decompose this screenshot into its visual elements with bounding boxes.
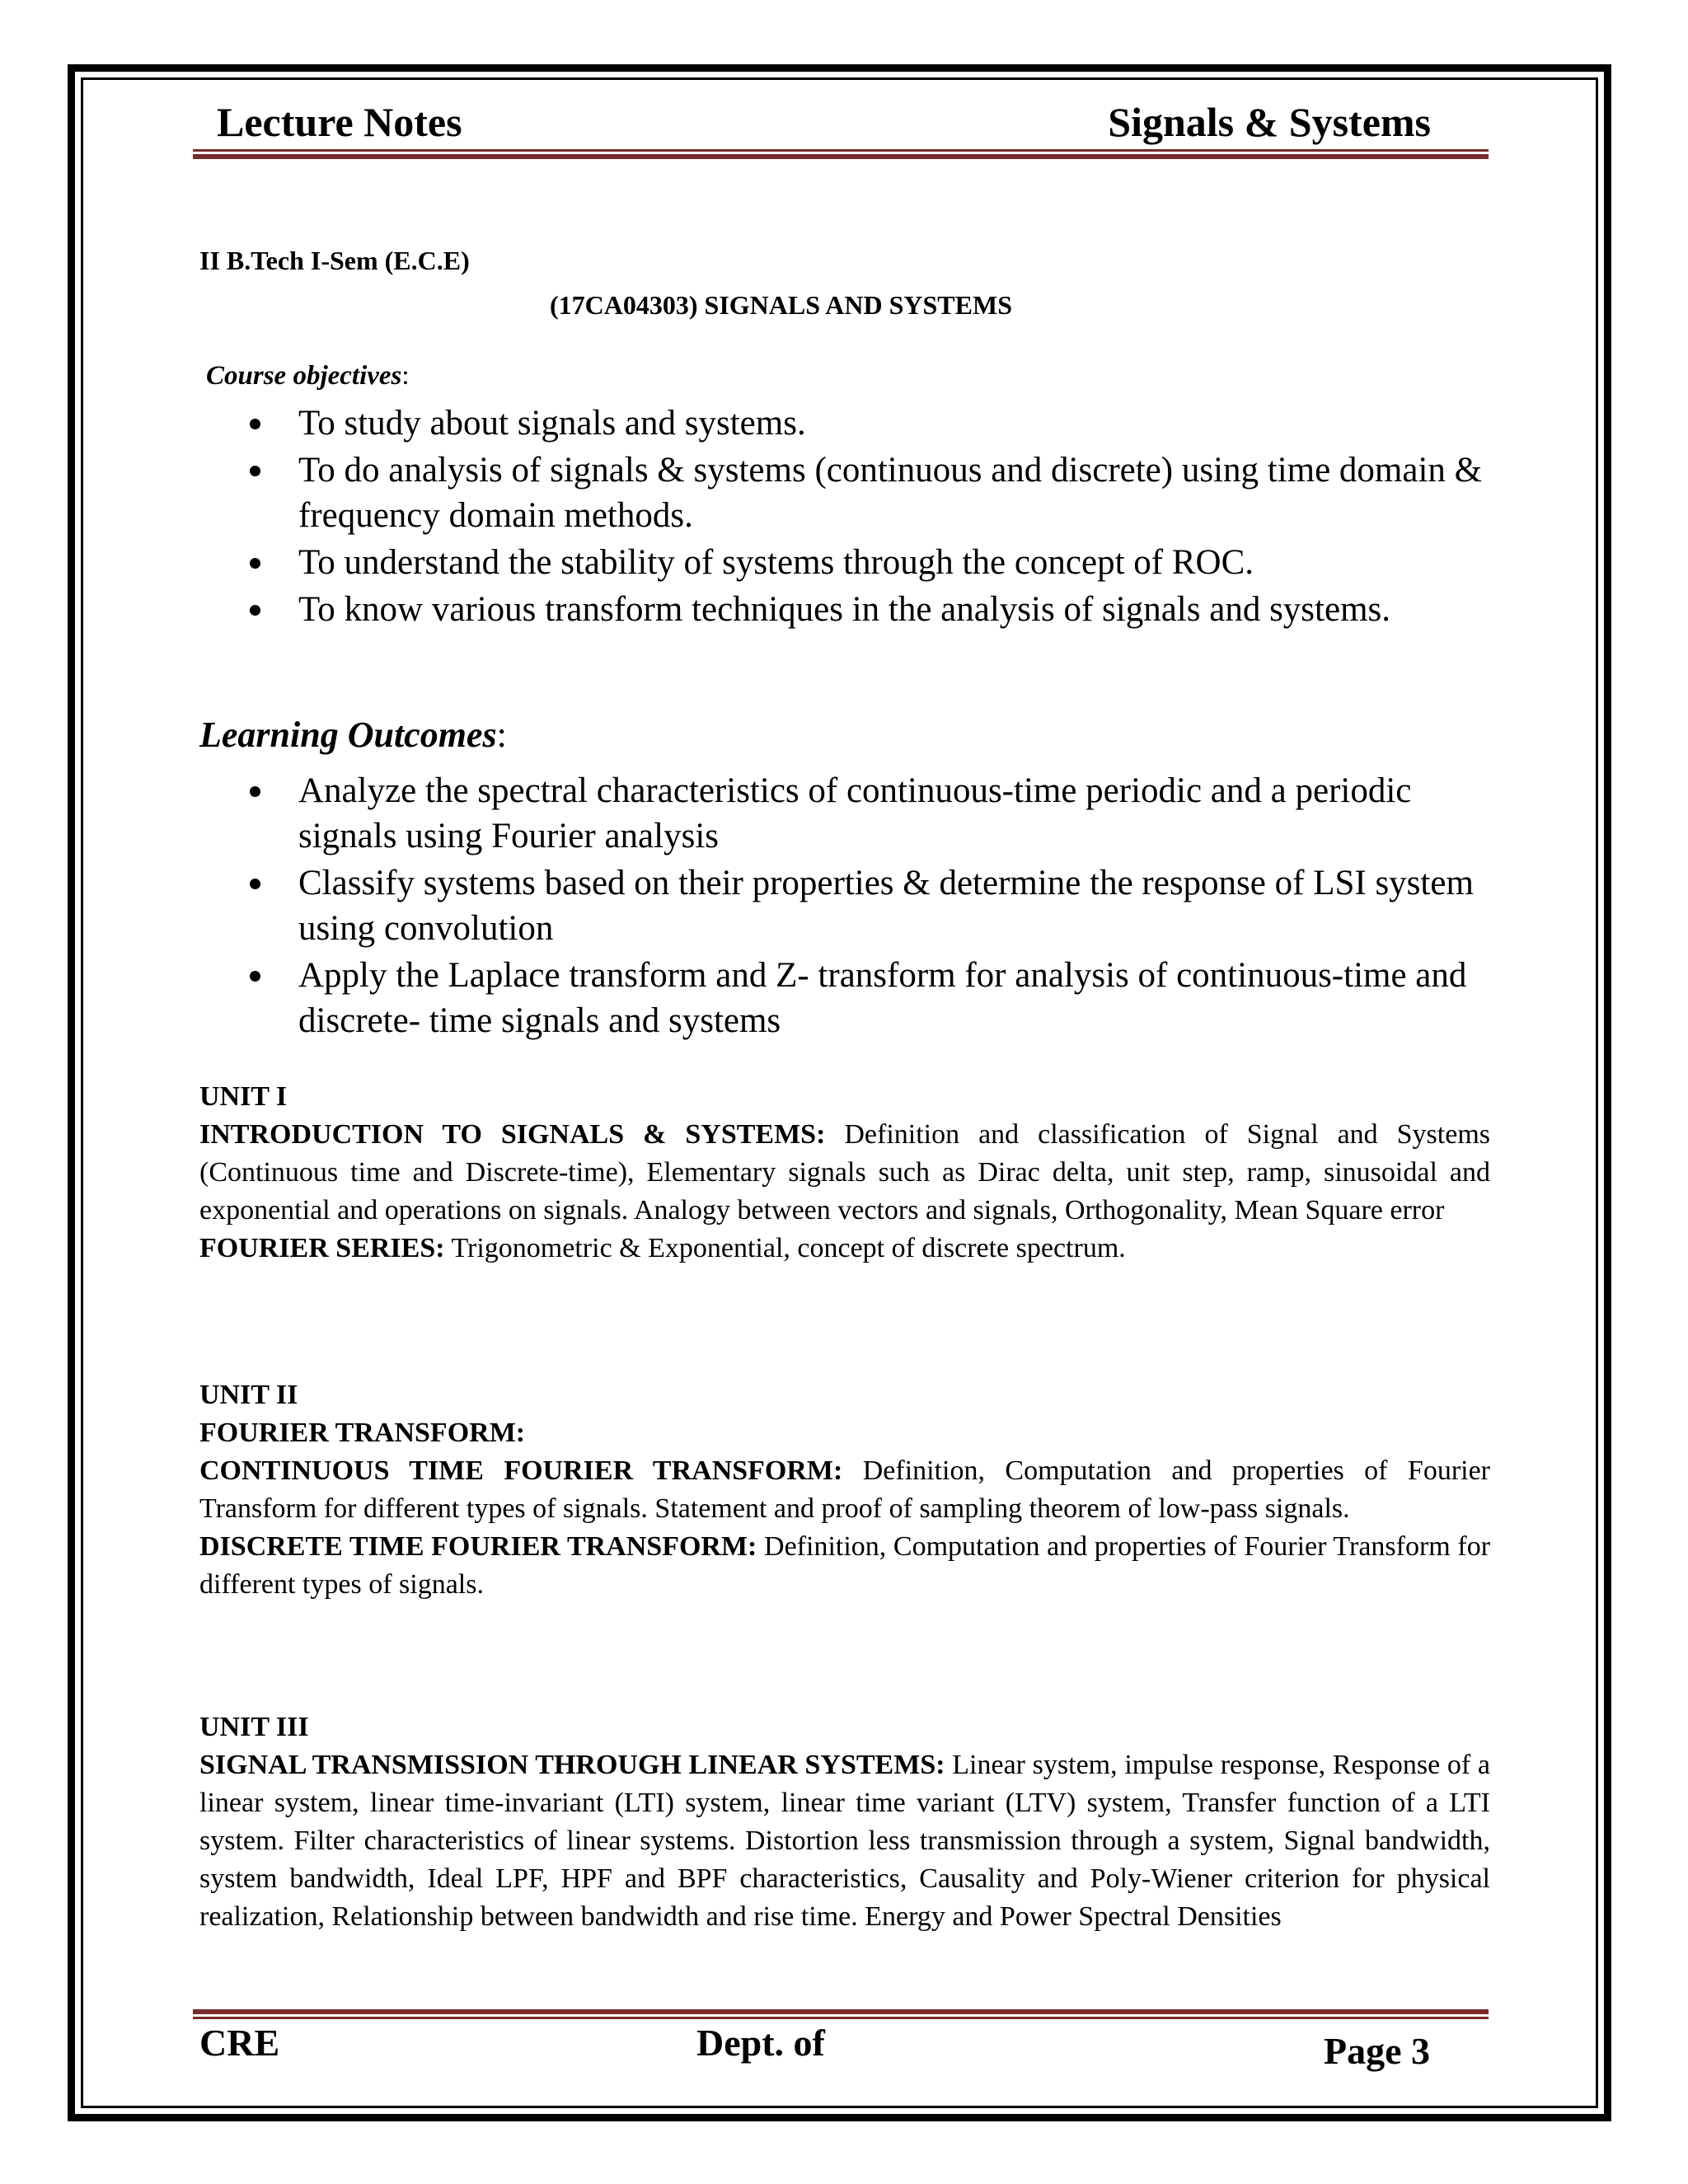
list-item-text: To do analysis of signals & systems (continuous and discrete) using time domain & frequency domain methods. bbox=[298, 451, 1483, 535]
list-item-text: To understand the stability of systems through the concept of ROC. bbox=[298, 543, 1254, 582]
course-title: (17CA04303) SIGNALS AND SYSTEMS bbox=[550, 290, 1012, 320]
footer-rule-thick bbox=[193, 2009, 1489, 2014]
topic-heading: SIGNAL TRANSMISSION THROUGH LINEAR SYSTEMS: bbox=[199, 1750, 945, 1780]
list-item-text: To study about signals and systems. bbox=[298, 404, 806, 443]
list-item bbox=[247, 401, 1484, 446]
bullet-icon bbox=[250, 466, 260, 476]
header-rule-thick bbox=[193, 154, 1489, 159]
header-left-title: Lecture Notes bbox=[217, 99, 462, 145]
list-item-text: Classify systems based on their properties & determine the response of LSI system using convolution bbox=[298, 864, 1474, 948]
bullet-icon bbox=[250, 558, 260, 569]
list-item-text: Apply the Laplace transform and Z- transform for analysis of continuous-time and discrete- time signals and systems bbox=[298, 956, 1467, 1040]
list-item-text: Analyze the spectral characteristics of continuous-time periodic and a periodic signals using Fourier analysis bbox=[298, 771, 1412, 855]
outcomes-list bbox=[247, 768, 1484, 1045]
list-item bbox=[247, 768, 1484, 859]
unit-paragraph bbox=[199, 1414, 1490, 1452]
bullet-icon bbox=[250, 879, 260, 889]
unit-paragraph bbox=[199, 1230, 1490, 1268]
topic-heading: CONTINUOUS TIME FOURIER TRANSFORM: bbox=[199, 1455, 843, 1486]
unit-label: UNIT I bbox=[199, 1081, 288, 1112]
topic-heading: DISCRETE TIME FOURIER TRANSFORM: bbox=[199, 1531, 757, 1562]
list-item-text: To know various transform techniques in the analysis of signals and systems. bbox=[298, 590, 1391, 629]
header-right-title: Signals & Systems bbox=[1108, 99, 1431, 145]
list-item bbox=[247, 587, 1484, 632]
unit-2-section bbox=[199, 1376, 1490, 1604]
unit-paragraph bbox=[199, 1528, 1490, 1604]
list-item bbox=[247, 540, 1484, 585]
footer-page-number: Page 3 bbox=[1324, 2030, 1431, 2072]
objectives-list bbox=[247, 401, 1484, 634]
bullet-icon bbox=[250, 971, 260, 982]
topic-text: Definition, Computation and properties of Fourier Transform for different types of signals. Statement and proof of sampling theorem of low-pass signals. bbox=[199, 1455, 1490, 1524]
unit-label: UNIT III bbox=[199, 1712, 309, 1742]
unit-paragraph bbox=[199, 1116, 1490, 1230]
unit-paragraph bbox=[199, 1452, 1490, 1528]
unit-3-section bbox=[199, 1708, 1490, 1936]
program-label: II B.Tech I-Sem (E.C.E) bbox=[199, 246, 470, 275]
bullet-icon bbox=[250, 786, 260, 797]
footer-department: Dept. of bbox=[696, 2022, 825, 2064]
topic-text: Trigonometric & Exponential, concept of discrete spectrum. bbox=[451, 1233, 1126, 1263]
objectives-heading: Course objectives: bbox=[206, 361, 410, 391]
topic-text: Definition, Computation and properties of Fourier Transform for different types of signals. bbox=[199, 1531, 1491, 1600]
list-item bbox=[247, 953, 1484, 1043]
footer-rule-thin bbox=[193, 2017, 1489, 2019]
footer-left: CRE bbox=[199, 2022, 280, 2064]
outcomes-heading-text: Learning Outcomes bbox=[199, 715, 497, 755]
topic-text: Linear system, impulse response, Response of a linear system, linear time-invariant (LTI) system, linear time variant (LTV) system, Transfer function of a LTI system. Filter characteristics of linear systems. Distortion less transmission through a system, Signal bandwidth, system bandwidth, Ideal LPF, HPF and BPF characteristics, Causality and Poly-Wiener criterion for physical realization, Relationship between bandwidth and rise time. Energy and Power Spectral Densities bbox=[199, 1750, 1490, 1932]
topic-heading: FOURIER SERIES: bbox=[199, 1233, 445, 1263]
outcomes-heading: Learning Outcomes: bbox=[199, 715, 507, 755]
objectives-heading-text: Course objectives bbox=[206, 361, 402, 391]
list-item bbox=[247, 448, 1484, 538]
unit-paragraph bbox=[199, 1746, 1490, 1936]
topic-heading: INTRODUCTION TO SIGNALS & SYSTEMS: bbox=[199, 1119, 826, 1150]
list-item bbox=[247, 860, 1484, 951]
unit-label: UNIT II bbox=[199, 1380, 298, 1410]
header-rule-thin bbox=[193, 149, 1489, 152]
topic-text: Definition and classification of Signal and Systems (Continuous time and Discrete-time), Elementary signals such as Dirac delta, unit step, ramp, sinusoidal and exponential and operations on signals. Analogy between vectors and signals, Orthogonality, Mean Square error bbox=[199, 1119, 1490, 1226]
bullet-icon bbox=[250, 605, 260, 616]
unit-1-section bbox=[199, 1078, 1490, 1268]
bullet-icon bbox=[250, 419, 260, 429]
topic-heading: FOURIER TRANSFORM: bbox=[199, 1418, 526, 1448]
